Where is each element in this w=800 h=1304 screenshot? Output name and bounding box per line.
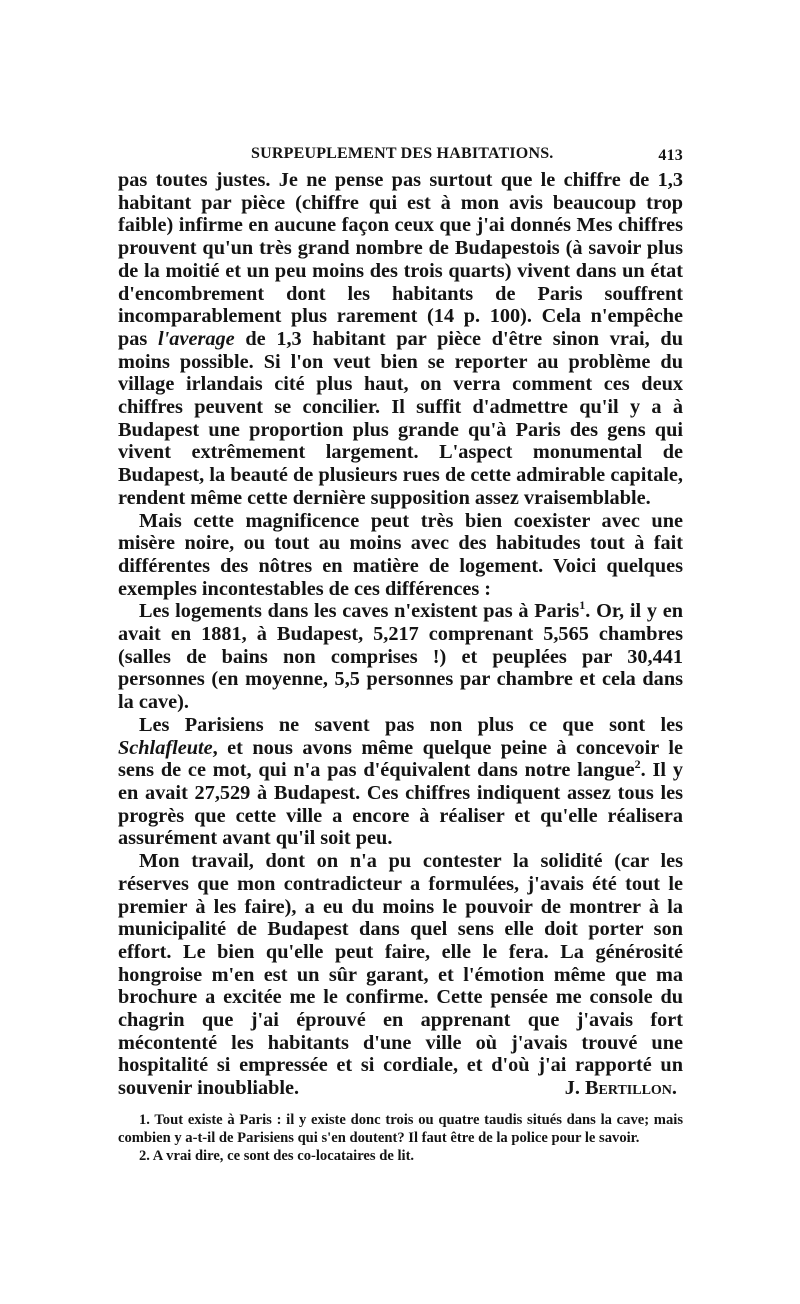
footnote: 1. Tout existe à Paris : il y existe donc trois ou quatre taudis situés dans la cave; mais combien y a-t-il de Parisiens qui s'en doutent? Il faut être de la police pour le savoir. [118, 1111, 683, 1146]
paragraph [118, 169, 683, 510]
paragraph-text: Mon travail, dont on n'a pu contester la solidité (car les réserves que mon contradicteur a formulées, j'avais été tout le premier à les faire), a eu du moins le pouvoir de montrer à la municipalité de Budapest dans quel sens elle doit porter son effort. Le bien qu'elle peut faire, elle le fera. La générosité hongroise m'en est un sûr garant, et l'émotion même que ma brochure a excitée me le confirme. Cette pensée me console du chagrin que j'ai éprouvé en apprenant que j'avais fort mécontenté les habitants d'une ville où j'avais trouvé une hospitalité si empressée et si cordiale, et d'où j'ai rapporté un souvenir inoubliable. [118, 850, 683, 1100]
footnotes [118, 1111, 683, 1165]
paragraph-text: . Or, il y en avait en 1881, à Budapest, 5,217 comprenant 5,565 chambres (salles de bains non comprises !) et peuplées par 30,441 personnes (en moyenne, 5,5 personnes par chambre et cela dans la cave). [118, 600, 683, 714]
paragraph [118, 510, 683, 601]
body-text [118, 169, 683, 1100]
paragraph-text: Les logements dans les caves n'existent pas à Paris [139, 600, 580, 623]
footnote-marker: 2 [634, 757, 641, 772]
page-number: 413 [658, 147, 683, 164]
italic-term: l'average [158, 327, 235, 350]
paragraph [118, 600, 683, 714]
italic-term: Schlafleute [118, 736, 213, 759]
paragraph-text: de 1,3 habitant par pièce d'être sinon vrai, du moins possible. Si l'on veut bien se reporter au problème du village irlandais cité plus haut, on verra comment ces deux chiffres peuvent se concilier. Il suffit d'admettre qu'il y a à Budapest une proportion plus grande qu'à Paris des gens qui vivent extrêmement largement. L'aspect monumental de Budapest, la beauté de plusieurs rues de cette admirable capitale, rendent même cette dernière supposition assez vraisemblable. [118, 327, 683, 509]
running-head [118, 143, 683, 169]
book-page [118, 143, 683, 1165]
paragraph-text: pas toutes justes. Je ne pense pas surtout que le chiffre de 1,3 habitant par pièce (chiffre qui est à mon avis beaucoup trop faible) infirme en aucune façon ceux que j'ai donnés Mes chiffres prouvent qu'un très grand nombre de Budapestois (à savoir plus de la moitié et un peu moins des trois quarts) vivent dans un état d'encombrement dont les habitants de Paris souffrent incomparablement plus rarement (14 p. 100). Cela n'empêche pas [118, 169, 683, 350]
paragraph-text: Les Parisiens ne savent pas non plus ce que sont les [139, 713, 683, 736]
paragraph-text: . Il y en avait 27,529 à Budapest. Ces chiffres indiquent assez tous les progrès que cette ville a encore à réaliser et qu'elle réalisera assurément avant qu'il soit peu. [118, 759, 683, 850]
footnote: 2. A vrai dire, ce sont des co-locataires de lit. [139, 1147, 415, 1164]
running-title: SURPEUPLEMENT DES HABITATIONS. [251, 145, 554, 162]
footnote-marker: 1 [579, 598, 586, 613]
author-signature: J. Bertillon. [564, 1077, 677, 1100]
paragraph-text: , et nous avons même quelque peine à concevoir le sens de ce mot, qui n'a pas d'équivalent dans notre langue [118, 736, 683, 782]
paragraph [118, 714, 683, 850]
paragraph-text: Mais cette magnificence peut très bien coexister avec une misère noire, ou tout au moins avec des habitudes tout à fait différentes des nôtres en matière de logement. Voici quelques exemples incontestables de ces différences : [118, 509, 683, 600]
paragraph [118, 850, 683, 1100]
